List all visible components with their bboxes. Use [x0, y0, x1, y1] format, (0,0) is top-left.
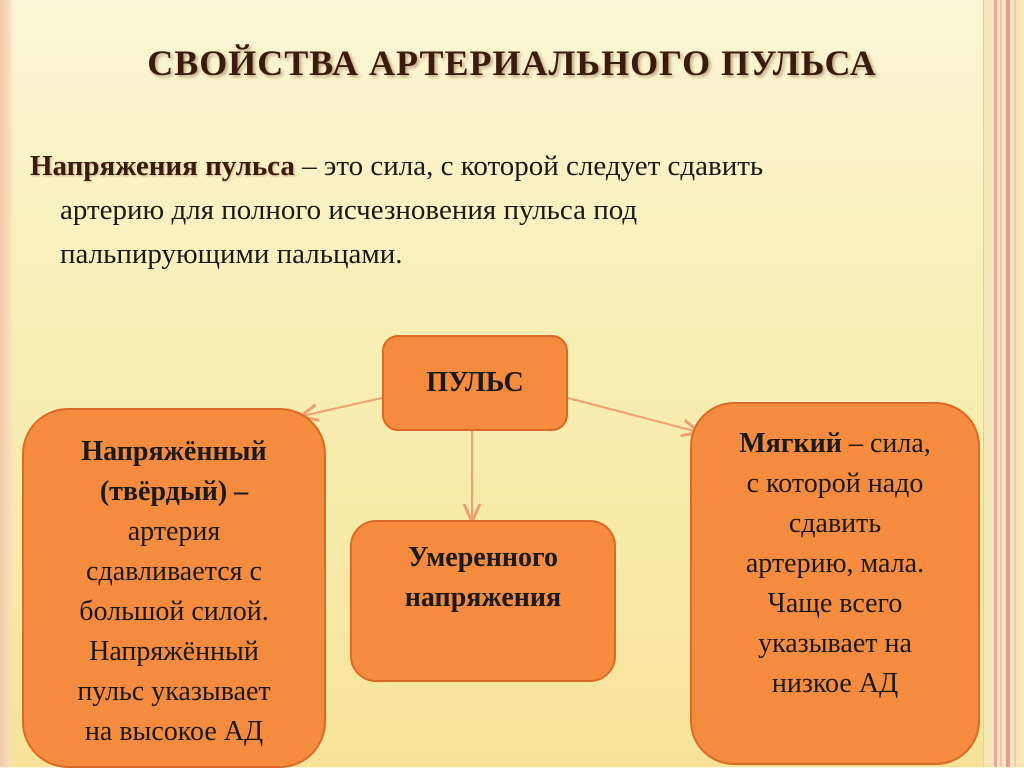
- tense-line: Напряжённый: [89, 636, 259, 667]
- tense-line: большой силой.: [79, 596, 269, 627]
- moderate-line-2: напряжения: [404, 582, 562, 613]
- moderate-pulse-box: [350, 520, 616, 682]
- soft-heading-rest: – сила,: [841, 428, 931, 459]
- tense-line: сдавливается с: [86, 556, 262, 587]
- soft-line: указывает на: [758, 628, 912, 659]
- tense-line: артерия: [127, 516, 221, 547]
- tense-line: на высокое АД: [84, 716, 264, 747]
- border-stripe: [1006, 0, 1010, 767]
- definition-line-3: пальпирующими пальцами.: [60, 238, 403, 270]
- border-stripe: [1014, 0, 1016, 767]
- soft-pulse-box: [690, 402, 980, 765]
- definition-text: [30, 144, 960, 276]
- soft-heading-row: [739, 424, 931, 464]
- soft-heading: Мягкий: [739, 428, 842, 459]
- moderate-line-1: Умеренного: [407, 542, 559, 573]
- right-border-decoration: [983, 0, 1024, 767]
- arrow-to-left: [302, 398, 382, 416]
- left-edge-decoration: [0, 0, 14, 767]
- soft-line: артерию, мала.: [745, 548, 925, 579]
- tense-heading-2: (твёрдый): [99, 476, 228, 507]
- arrow-to-right: [568, 398, 698, 432]
- tense-heading-1: Напряжённый: [81, 436, 267, 467]
- tense-dash: –: [227, 476, 249, 507]
- definition-line-1: – это сила, с которой следует сдавить: [294, 150, 764, 182]
- border-stripe: [1000, 0, 1002, 767]
- soft-line: низкое АД: [771, 668, 899, 699]
- border-stripe: [994, 0, 997, 767]
- soft-line: с которой надо: [746, 468, 924, 499]
- soft-line: сдавить: [788, 508, 882, 539]
- definition-line-2: артерию для полного исчезновения пульса под: [60, 194, 638, 226]
- tense-pulse-box: [22, 408, 326, 768]
- tense-heading-2-row: [100, 472, 248, 512]
- slide-title: СВОЙСТВА АРТЕРИАЛЬНОГО ПУЛЬСА: [147, 43, 877, 83]
- tense-line: пульс указывает: [77, 676, 271, 707]
- pulse-box: [382, 335, 568, 431]
- soft-line: Чаще всего: [767, 588, 903, 619]
- pulse-label: ПУЛЬС: [426, 367, 524, 398]
- definition-term: Напряжения пульса: [30, 150, 295, 182]
